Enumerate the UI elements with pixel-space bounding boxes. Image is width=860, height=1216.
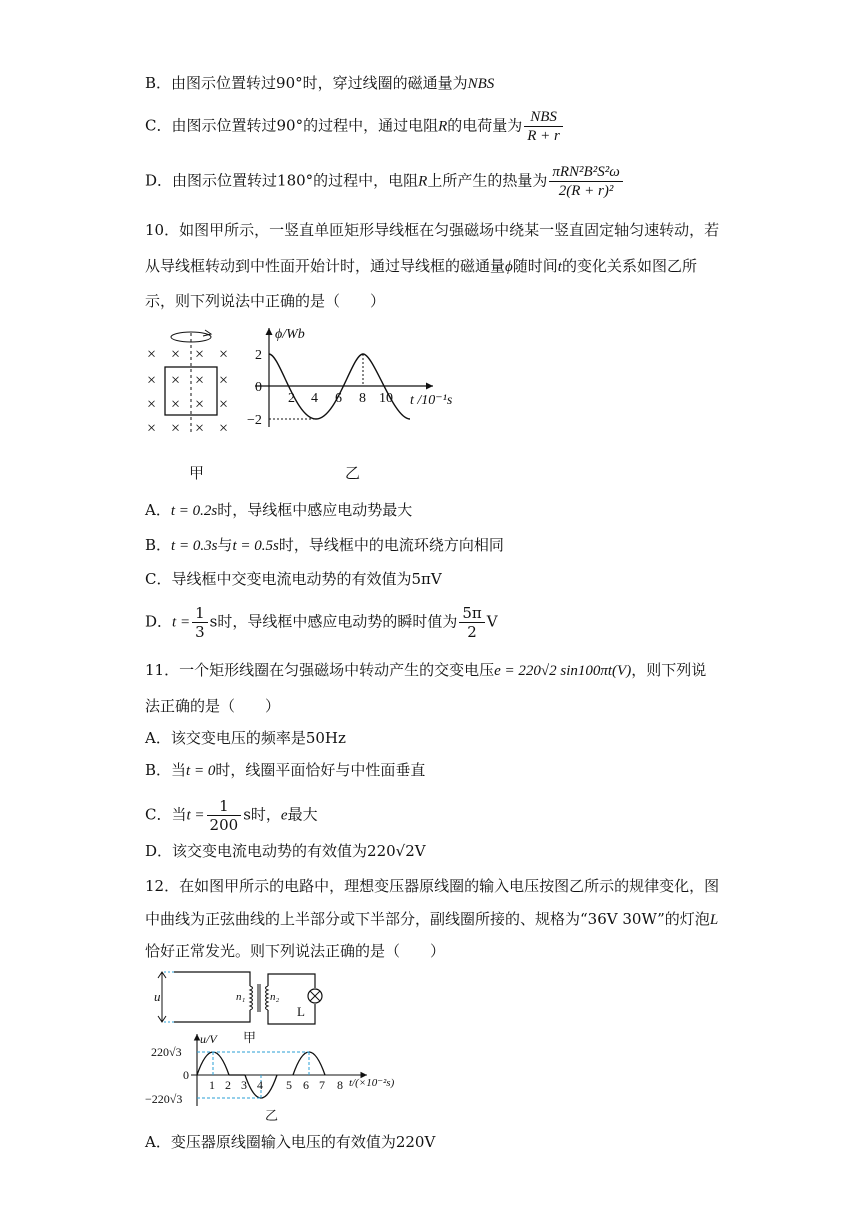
svg-text:×: × (195, 396, 205, 413)
svg-text:×: × (195, 346, 205, 363)
svg-text:×: × (195, 372, 205, 389)
svg-text:×: × (219, 396, 229, 413)
svg-text:×: × (147, 420, 157, 435)
fraction: $\frac{\text{πRN²B²S²ω}}{\text{2(R + r)²}}$ (549, 163, 622, 200)
x-tick: 1 (209, 1078, 215, 1092)
q9-option-b: B．由图示位置转过90°时，穿过线圈的磁通量为NBS (145, 74, 495, 92)
q12-stem-line2: 中曲线为正弦曲线的上半部分或下半部分，副线圈所接的、规格为“36V 30W”的灯泡L (145, 910, 719, 928)
y-tick-zero: 0 (183, 1068, 189, 1082)
primary-coil (250, 986, 253, 1010)
svg-text:×: × (219, 420, 229, 435)
svg-text:×: × (171, 396, 181, 413)
x-tick: 8 (337, 1078, 343, 1092)
secondary-wire (268, 974, 315, 988)
q12-stem-line1: 12．在如图甲所示的电路中，理想变压器原线圈的输入电压按图乙所示的规律变化，图 (145, 877, 720, 895)
svg-text:×: × (147, 396, 157, 413)
q10-stem-line3: 示，则下列说法中正确的是（ ） (145, 292, 386, 310)
q12-caption-left: 甲 (243, 1030, 257, 1045)
svg-text:×: × (219, 372, 229, 389)
y-tick-top: 220√3 (151, 1045, 182, 1059)
lamp-label: L (297, 1004, 305, 1019)
x-tick: 2 (225, 1078, 231, 1092)
svg-text:×: × (171, 372, 181, 389)
x-tick: 5 (286, 1078, 292, 1092)
fraction: $\frac{1}{200}$ (207, 797, 242, 834)
q10-figure-frame (145, 325, 240, 435)
fraction: $\frac{1}{3}$ (192, 604, 208, 641)
fraction: $\frac{5\pi}{2}$ (459, 604, 484, 641)
q11-stem-line2: 法正确的是（ ） (145, 697, 281, 715)
n1-label: n₁ (236, 991, 246, 1003)
y-tick-zero: 0 (255, 380, 262, 395)
x-tick: 4 (311, 391, 318, 406)
y-axis-label: u/V (200, 1032, 217, 1046)
svg-text:×: × (171, 420, 181, 435)
fraction: $\frac{\text{NBS}}{R + r}$ (524, 108, 563, 145)
n2-label: n₂ (270, 991, 280, 1003)
q9-option-d: D．由图示位置转过180°的过程中，电阻R上所产生的热量为 $\frac{\text{πRN²B²S²ω}}{\text{2(R + r)²}}$ (145, 163, 625, 200)
x-tick: 10 (379, 391, 393, 406)
q10-option-b: B．t = 0.3s与t = 0.5s时，导线框中的电流环绕方向相同 (145, 536, 504, 554)
svg-text:×: × (219, 346, 229, 363)
svg-text:×: × (147, 372, 157, 389)
u-label: u (154, 989, 161, 1004)
svg-text:×: × (171, 346, 181, 363)
x-axis-label: t/(×10⁻²s) (349, 1077, 395, 1089)
x-tick: 2 (288, 391, 295, 406)
svg-text:×: × (195, 420, 205, 435)
y-tick-bottom: −220√3 (145, 1092, 183, 1106)
q10-stem-line1: 10．如图甲所示，一竖直单匝矩形导线框在匀强磁场中绕某一竖直固定轴匀速转动，若 (145, 221, 720, 239)
x-tick: 3 (241, 1078, 247, 1092)
y-tick-top: 2 (255, 348, 262, 363)
q11-option-d: D．该交变电流电动势的有效值为220√2V (145, 842, 426, 860)
magnetic-field-crosses (147, 346, 228, 435)
x-tick: 7 (319, 1078, 325, 1092)
q10-stem-line2: 从导线框转动到中性面开始计时，通过导线框的磁通量ϕ随时间t的变化关系如图乙所 (145, 257, 697, 275)
q12-option-a: A．变压器原线圈输入电压的有效值为220V (145, 1133, 436, 1151)
q12-caption-right: 乙 (265, 1108, 279, 1123)
x-tick: 6 (303, 1078, 309, 1092)
q11-option-c: C．当t = $\frac{1}{200}$ s时，e最大 (145, 797, 318, 834)
x-tick: 6 (335, 391, 342, 406)
x-tick: 8 (359, 391, 366, 406)
primary-wire (174, 972, 250, 986)
svg-text:×: × (147, 346, 157, 363)
q10-option-d: D．t = $\frac{1}{3}$ s时，导线框中感应电动势的瞬时值为 $\frac{5\pi}{2}$ V (145, 604, 498, 641)
y-axis-label: ϕ/Wb (275, 327, 305, 342)
y-tick-bottom: −2 (247, 413, 262, 428)
secondary-coil (266, 986, 269, 1010)
q11-option-a: A．该交变电压的频率是50Hz (145, 729, 346, 747)
q10-caption-right: 乙 (345, 464, 361, 482)
q12-figure-graph (145, 1030, 425, 1125)
q10-caption-left: 甲 (189, 464, 205, 482)
q9-option-c: C．由图示位置转过90°的过程中，通过电阻R的电荷量为 $\frac{\text{NBS}}{R + r}$ (145, 108, 565, 145)
q10-figure-graph (245, 322, 465, 437)
q11-option-b: B．当t = 0时，线圈平面恰好与中性面垂直 (145, 761, 426, 779)
q11-stem-line1: 11．一个矩形线圈在匀强磁场中转动产生的交变电压e = 220√2 sin100πt(V)，则下列说 (145, 661, 707, 679)
x-tick: 4 (257, 1078, 263, 1092)
q10-option-c: C．导线框中交变电流电动势的有效值为5πV (145, 570, 442, 588)
q12-stem-line3: 恰好正常发光。则下列说法正确的是（ ） (145, 942, 446, 960)
x-axis-label: t /10⁻¹s (410, 393, 453, 408)
q10-option-a: A．t = 0.2s时，导线框中感应电动势最大 (145, 501, 413, 519)
